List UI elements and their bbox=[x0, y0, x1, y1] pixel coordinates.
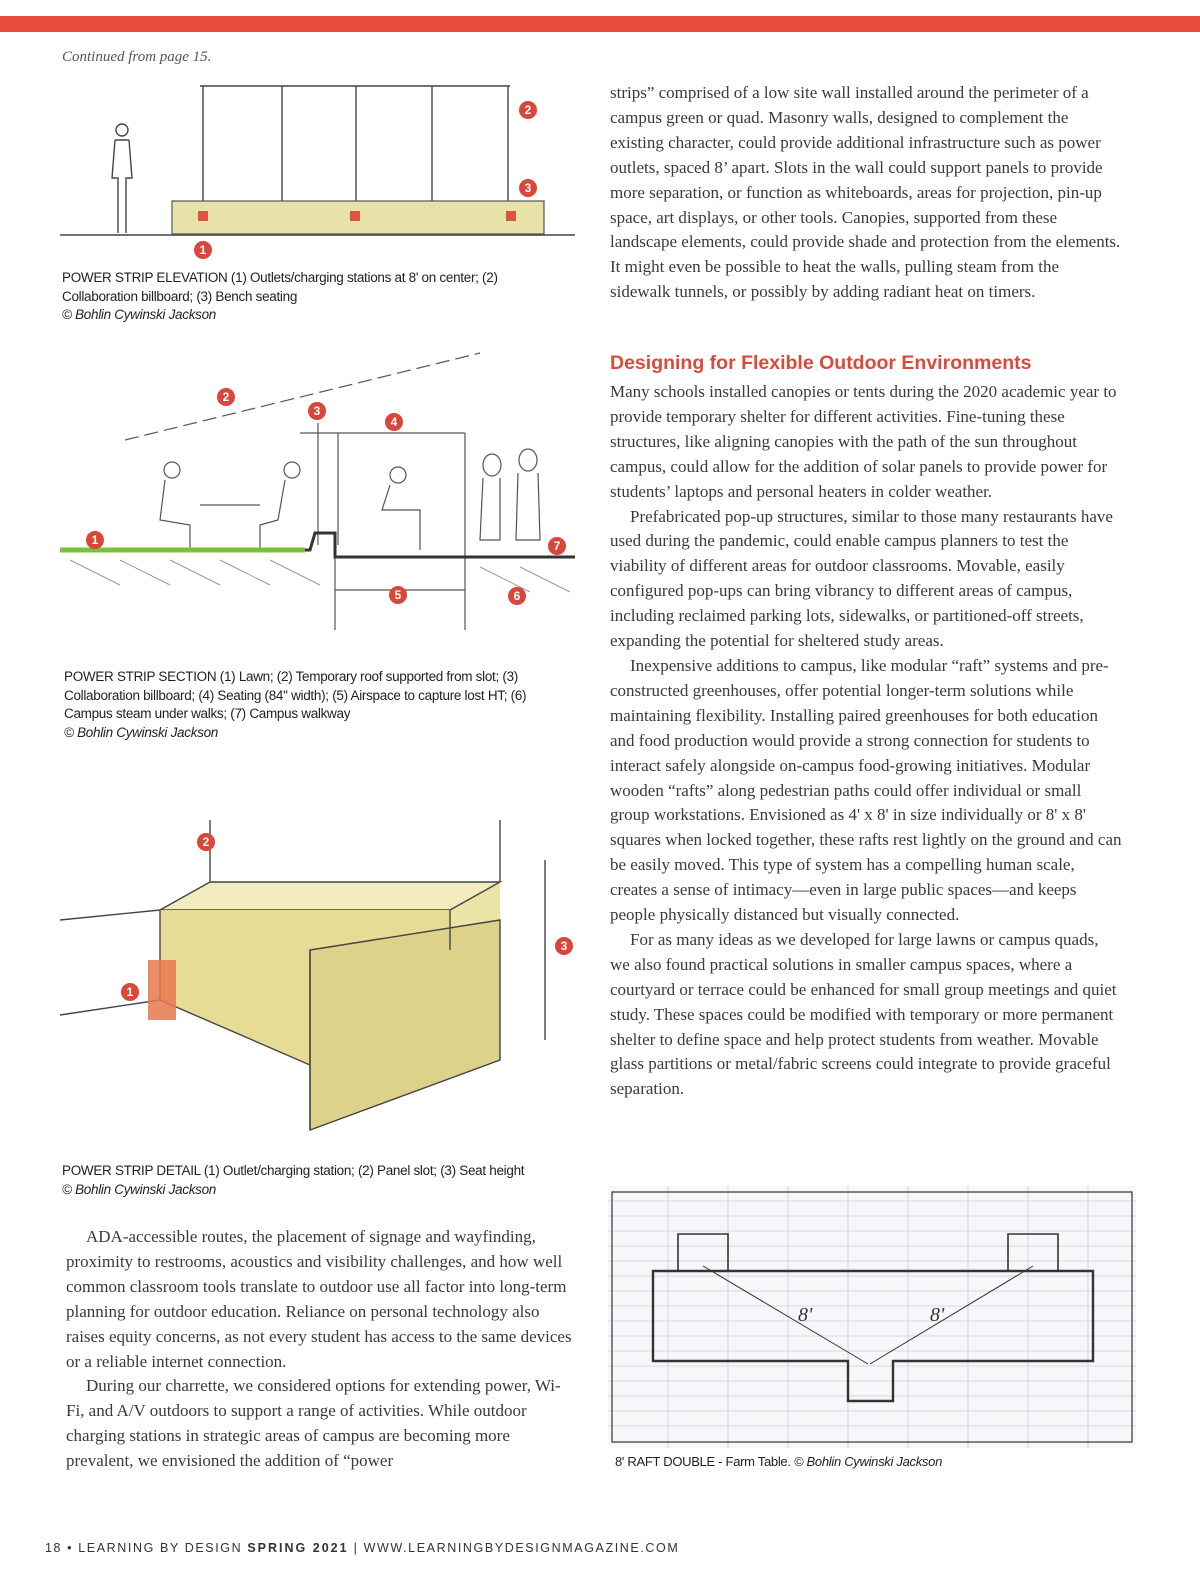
svg-text:7: 7 bbox=[553, 539, 561, 553]
elevation-badge-2 bbox=[519, 101, 537, 119]
detail-caption bbox=[62, 1162, 562, 1199]
section-badge-1 bbox=[86, 531, 104, 549]
right-paragraph-4: For as many ideas as we developed for large lawns or campus quads, we also found practical solutions in smaller campus spaces, where a courtyard or terrace could be enhanced for small group meetings and quiet study. These spaces could be modified with temporary or more permanent shelter to define space and help protect students from weather. Movable glass partitions or metal/fabric screens could integrate to provide graceful separation. bbox=[610, 929, 1117, 1099]
svg-text:1: 1 bbox=[91, 533, 99, 547]
elevation-credit: © Bohlin Cywinski Jackson bbox=[62, 307, 217, 322]
elevation-caption bbox=[62, 269, 532, 325]
magazine-url[interactable]: WWW.LEARNINGBYDESIGNMAGAZINE.COM bbox=[363, 1541, 680, 1555]
svg-text:5: 5 bbox=[394, 588, 402, 602]
right-paragraph-0: strips” comprised of a low site wall installed around the perimeter of a campus green or quad. Masonry walls, designed to complement the existing character, could provide additional infrastructure such as power outlets, spaced 8’ apart. Slots in the wall could support panels to provide more separation, or function as whiteboards, areas for projection, pin-up space, art displays, or other tools. Canopies, supported from these landscape elements, could provide shade and protection from the elements. It might even be possible to heat the walls, pulling steam from the sidewalk tunnels, or possibly by adding radiant heat on timers. bbox=[610, 83, 1121, 302]
right-body-text-top bbox=[610, 81, 1122, 305]
detail-badge-2 bbox=[197, 833, 215, 851]
elevation-badge-1 bbox=[194, 241, 212, 259]
section-caption bbox=[64, 668, 554, 742]
section-badge-4 bbox=[385, 413, 403, 431]
section-badge-3 bbox=[308, 402, 326, 420]
left-body-text bbox=[66, 1225, 578, 1474]
issue-name: SPRING 2021 bbox=[247, 1541, 349, 1555]
svg-text:6: 6 bbox=[513, 589, 521, 603]
raft-dim-right: 8' bbox=[930, 1304, 945, 1326]
right-body-text bbox=[610, 380, 1122, 1102]
detail-credit: © Bohlin Cywinski Jackson bbox=[62, 1181, 217, 1197]
raft-caption bbox=[615, 1453, 1135, 1472]
raft-caption-text: 8' RAFT DOUBLE - Farm Table. bbox=[615, 1454, 791, 1469]
elevation-sketch bbox=[60, 78, 580, 263]
section-badge-5 bbox=[389, 586, 407, 604]
svg-text:3: 3 bbox=[313, 404, 321, 418]
raft-sketch bbox=[608, 1186, 1136, 1448]
section-badge-6 bbox=[508, 587, 526, 605]
svg-text:3: 3 bbox=[560, 939, 568, 953]
magazine-name: LEARNING BY DESIGN bbox=[78, 1541, 243, 1555]
svg-text:2: 2 bbox=[524, 103, 532, 117]
section-sketch bbox=[60, 345, 580, 650]
left-paragraph-1: ADA-accessible routes, the placement of signage and wayfinding, proximity to restrooms, acoustics and visibility challenges, and how well common classroom tools translate to outdoor use all factor into long-term planning for outdoor education. Reliance on personal technology also raises equity concerns, as not every student has access to the same devices or a reliable internet connection. bbox=[66, 1227, 572, 1371]
raft-dim-left: 8' bbox=[798, 1304, 813, 1326]
section-badge-7 bbox=[548, 537, 566, 555]
page-number: 18 bbox=[45, 1541, 63, 1555]
svg-text:3: 3 bbox=[524, 181, 532, 195]
svg-text:4: 4 bbox=[390, 415, 398, 429]
detail-badge-3 bbox=[555, 937, 573, 955]
svg-text:1: 1 bbox=[126, 985, 134, 999]
section-badge-2 bbox=[217, 388, 235, 406]
top-accent-bar bbox=[0, 16, 1200, 32]
svg-text:1: 1 bbox=[199, 243, 207, 257]
left-paragraph-2: During our charrette, we considered options for extending power, Wi-Fi, and A/V outdoors to support a range of activities. While outdoor charging stations in strategic areas of campus are becoming more prevalent, we envisioned the addition of “power bbox=[66, 1376, 561, 1471]
detail-badge-1 bbox=[121, 983, 139, 1001]
elevation-caption-text: POWER STRIP ELEVATION (1) Outlets/charging stations at 8' on center; (2) Collaboration billboard; (3) Bench seating bbox=[62, 270, 498, 304]
right-paragraph-1: Many schools installed canopies or tents during the 2020 academic year to provide temporary shelter for different activities. Fine-tuning these structures, like aligning canopies with the path of the sun throughout campus, could allow for the addition of solar panels to provide power for students’ laptops and personal heaters in colder weather. bbox=[610, 382, 1117, 501]
continued-note: Continued from page 15. bbox=[62, 49, 212, 65]
right-paragraph-3: Inexpensive additions to campus, like modular “raft” systems and pre-constructed greenhouses, offer potential longer-term solutions while maintaining flexibility. Installing paired greenhouses for both education and food production would provide a strong connection for students to interact safely alongside on-campus food-growing initiatives. Modular wooden “rafts” along pedestrian paths could offer individual or small group workstations. Envisioned as 4' x 8' in size individually or 8' x 8' squares when locked together, these rafts rest lightly on the ground and can be easily moved. This type of system has a compelling human scale, creates a sense of intimacy—even in large public spaces—and keeps people physically distanced but visually connected. bbox=[610, 655, 1122, 925]
svg-text:2: 2 bbox=[222, 390, 230, 404]
detail-sketch bbox=[60, 800, 580, 1155]
section-caption-text: POWER STRIP SECTION (1) Lawn; (2) Temporary roof supported from slot; (3) Collaboration billboard; (4) Seating (84" width); (5) Airspace to capture lost HT; (6) Campus steam under walks; (7) Campus walkway bbox=[64, 669, 527, 721]
section-credit: © Bohlin Cywinski Jackson bbox=[64, 724, 219, 740]
page-footer: 18 • LEARNING BY DESIGN SPRING 2021 | WWW.LEARNINGBYDESIGNMAGAZINE.COM bbox=[45, 1541, 680, 1555]
raft-credit: © Bohlin Cywinski Jackson bbox=[793, 1454, 942, 1469]
svg-text:2: 2 bbox=[202, 835, 210, 849]
right-paragraph-2: Prefabricated pop-up structures, similar to those many restaurants have used during the pandemic, could enable campus planners to test the viability of different areas for outdoor classrooms. Movable, easily configured pop-ups can bring vibrancy to different areas of campus, including reclaimed parking lots, sidewalks, or partitioned-off streets, expanding the potential for sheltered study areas. bbox=[610, 506, 1113, 651]
section-heading: Designing for Flexible Outdoor Environments bbox=[610, 352, 1032, 374]
elevation-badge-3 bbox=[519, 179, 537, 197]
detail-caption-text: POWER STRIP DETAIL (1) Outlet/charging station; (2) Panel slot; (3) Seat height bbox=[62, 1163, 525, 1178]
